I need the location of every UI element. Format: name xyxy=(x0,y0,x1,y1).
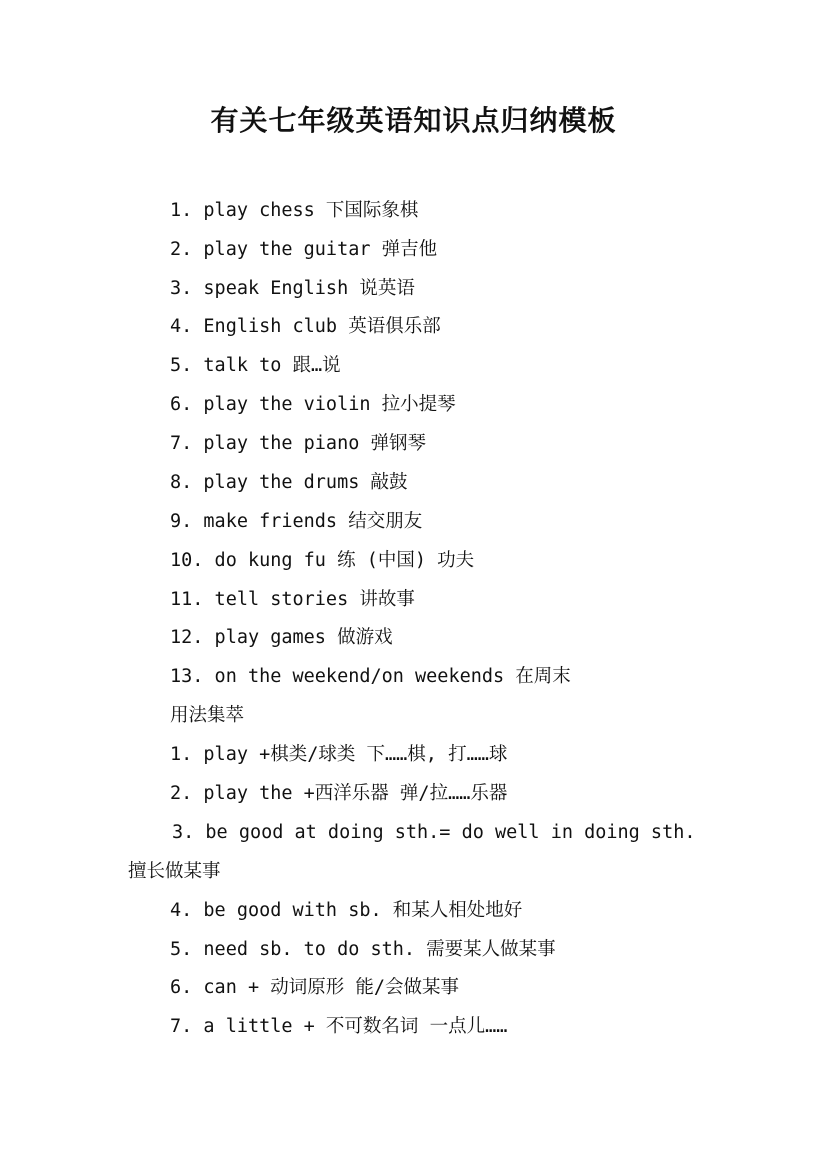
phrase-line: 4. English club 英语俱乐部 xyxy=(170,316,441,337)
phrase-line: 8. play the drums 敲鼓 xyxy=(170,472,408,493)
usage-line: 4. be good with sb. 和某人相处地好 xyxy=(170,900,523,921)
usage-line: 7. a little + 不可数名词 一点儿…… xyxy=(170,1016,508,1037)
phrase-line: 1. play chess 下国际象棋 xyxy=(170,200,419,221)
phrase-line: 2. play the guitar 弹吉他 xyxy=(170,239,438,260)
usage-line: 5. need sb. to do sth. 需要某人做某事 xyxy=(170,939,556,960)
phrase-line: 9. make friends 结交朋友 xyxy=(170,511,423,532)
phrase-line: 10. do kung fu 练 (中国) 功夫 xyxy=(170,550,475,571)
phrase-line: 6. play the violin 拉小提琴 xyxy=(170,394,456,415)
phrase-line: 12. play games 做游戏 xyxy=(170,627,393,648)
usage-heading: 用法集萃 xyxy=(170,705,245,726)
phrase-line: 11. tell stories 讲故事 xyxy=(170,589,415,610)
phrase-line: 5. talk to 跟…说 xyxy=(170,355,341,376)
usage-line: 1. play +棋类/球类 下……棋, 打……球 xyxy=(170,744,508,765)
usage-line: 3. be good at doing sth.= do well in doing sth. xyxy=(172,822,696,843)
usage-line: 2. play the +西洋乐器 弹/拉……乐器 xyxy=(170,783,508,804)
usage-line: 6. can + 动词原形 能/会做某事 xyxy=(170,977,460,998)
phrase-line: 13. on the weekend/on weekends 在周末 xyxy=(170,666,571,687)
phrase-line: 7. play the piano 弹钢琴 xyxy=(170,433,426,454)
usage-line-continuation: 擅长做某事 xyxy=(128,861,221,882)
document-title: 有关七年级英语知识点归纳模板 xyxy=(210,104,617,137)
phrase-line: 3. speak English 说英语 xyxy=(170,278,415,299)
